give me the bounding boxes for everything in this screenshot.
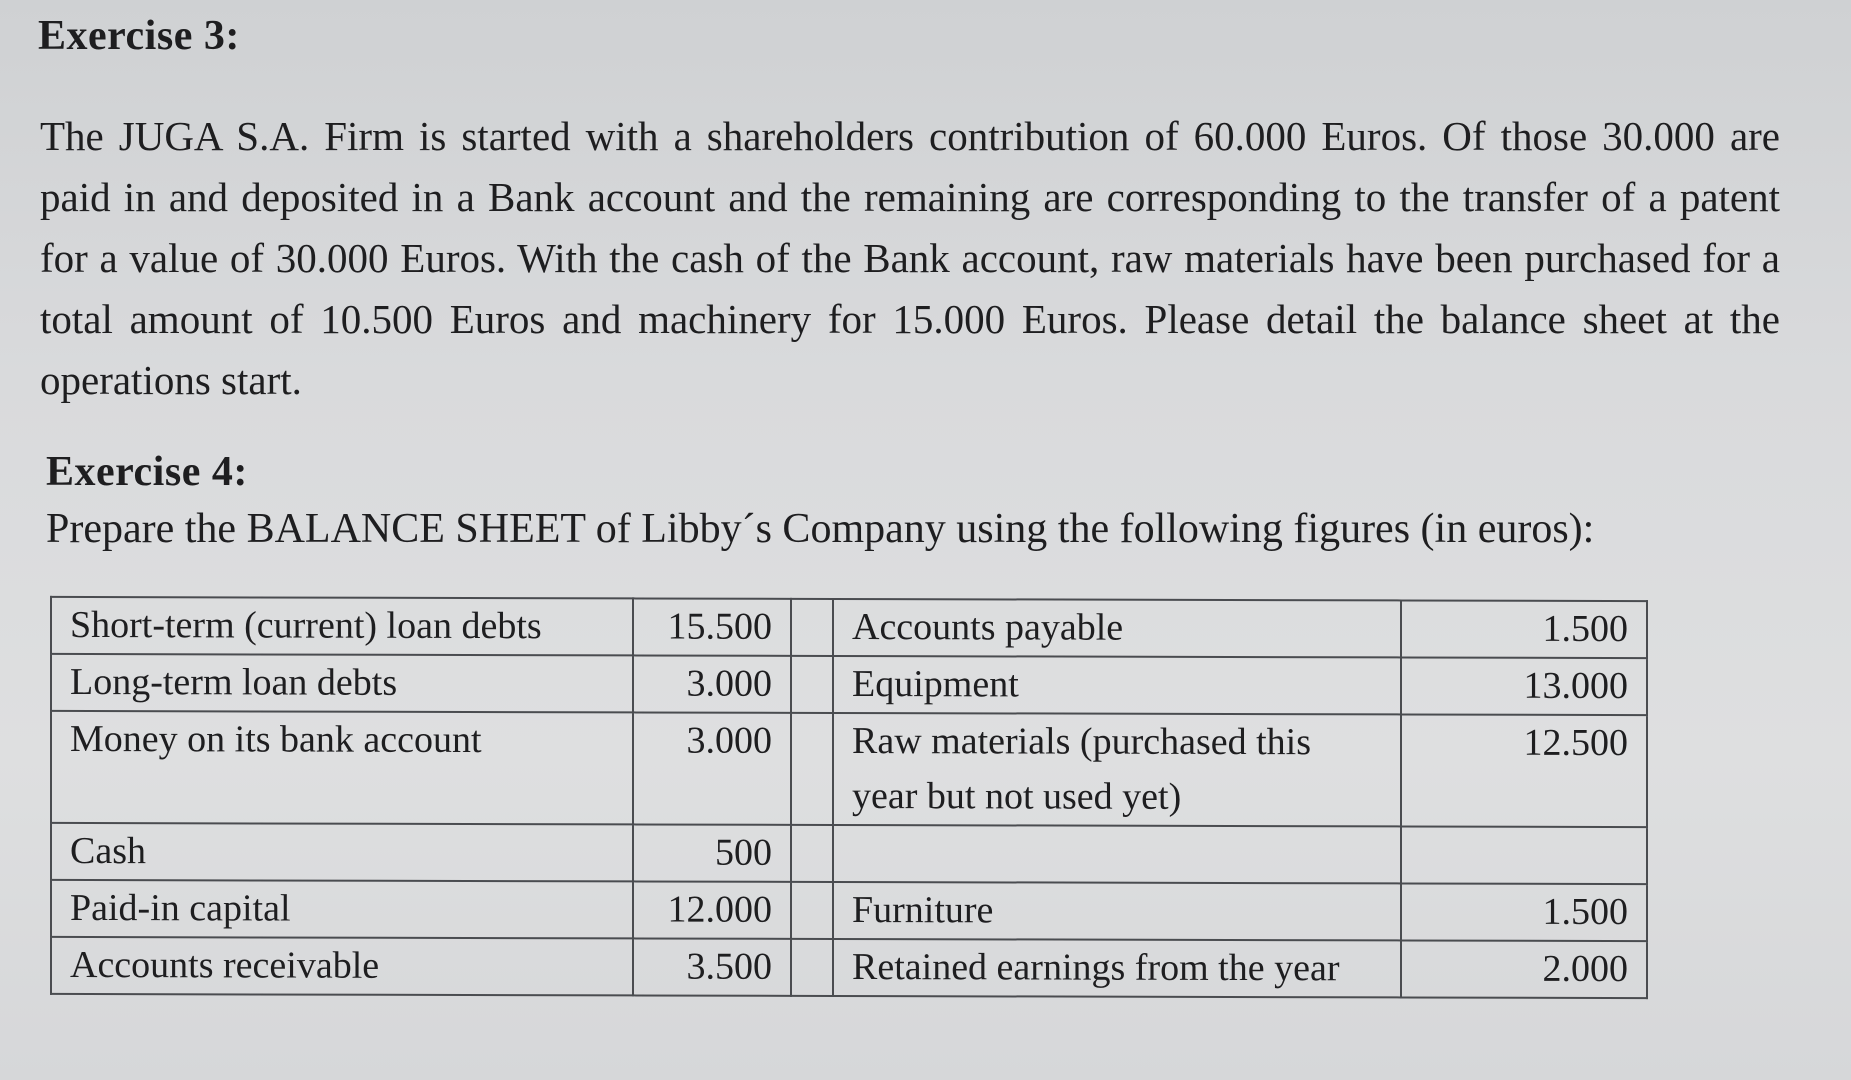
left-item-value: 12.000 bbox=[633, 881, 791, 938]
exercise-4-title: Exercise 4: bbox=[46, 449, 248, 495]
right-item-label: Raw materials (purchased this year but not used yet) bbox=[833, 713, 1401, 826]
right-item-value: 2.000 bbox=[1401, 940, 1647, 998]
column-spacer bbox=[791, 825, 833, 882]
left-item-value: 3.000 bbox=[633, 712, 791, 824]
right-item-label: Retained earnings from the year bbox=[833, 939, 1401, 997]
left-item-value: 15.500 bbox=[633, 598, 791, 655]
right-item-value: 1.500 bbox=[1401, 600, 1647, 658]
left-item-label: Accounts receivable bbox=[51, 937, 633, 996]
exercise-3-title: Exercise 3: bbox=[38, 13, 240, 59]
balance-figures-table bbox=[50, 596, 1648, 999]
left-item-value: 3.500 bbox=[633, 938, 791, 995]
statement-line: are paid in and deposited in a Bank account and the remaining are corresponding to the transfer of bbox=[40, 113, 1781, 220]
left-item-value: 500 bbox=[633, 824, 791, 881]
right-item-label: Furniture bbox=[833, 882, 1401, 940]
statement-line: The JUGA S.A. Firm is started with a shareholders contribution of 60.000 Euros. Of those 30.000 bbox=[40, 113, 1715, 159]
right-item-value: 12.500 bbox=[1401, 714, 1647, 827]
table-row bbox=[51, 823, 1647, 884]
statement-line: balance sheet at the operations start. bbox=[40, 296, 1781, 403]
right-item-value: 1.500 bbox=[1401, 883, 1647, 941]
column-spacer bbox=[791, 713, 833, 825]
left-item-label: Money on its bank account bbox=[51, 711, 633, 825]
table-row bbox=[51, 654, 1647, 715]
column-spacer bbox=[791, 882, 833, 939]
table-row bbox=[51, 880, 1647, 941]
left-item-value: 3.000 bbox=[633, 655, 791, 712]
exercise-3-statement bbox=[40, 106, 1780, 411]
exercise-4-intro: Prepare the BALANCE SHEET of Libby´s Company using the following figures (in euros): bbox=[46, 506, 1595, 552]
column-spacer bbox=[791, 939, 833, 996]
statement-line: purchased for a total amount of 10.500 Euros and machinery for 15.000 Euros. Please detail the bbox=[40, 235, 1780, 342]
right-item-value: 13.000 bbox=[1401, 657, 1647, 715]
column-spacer bbox=[791, 599, 833, 656]
table-row bbox=[51, 937, 1647, 998]
left-item-label: Paid-in capital bbox=[51, 880, 633, 939]
left-item-label: Cash bbox=[51, 823, 633, 882]
table-row bbox=[51, 711, 1647, 827]
left-item-label: Short-term (current) loan debts bbox=[51, 597, 633, 656]
right-item-label: Accounts payable bbox=[833, 599, 1401, 657]
statement-line: a patent for a value of 30.000 Euros. With the cash of the Bank account, raw materials have been bbox=[40, 174, 1780, 281]
column-spacer bbox=[791, 656, 833, 713]
right-item-value bbox=[1401, 826, 1647, 884]
right-item-label bbox=[833, 825, 1401, 883]
table-row bbox=[51, 597, 1647, 658]
right-item-label: Equipment bbox=[833, 656, 1401, 714]
left-item-label: Long-term loan debts bbox=[51, 654, 633, 713]
